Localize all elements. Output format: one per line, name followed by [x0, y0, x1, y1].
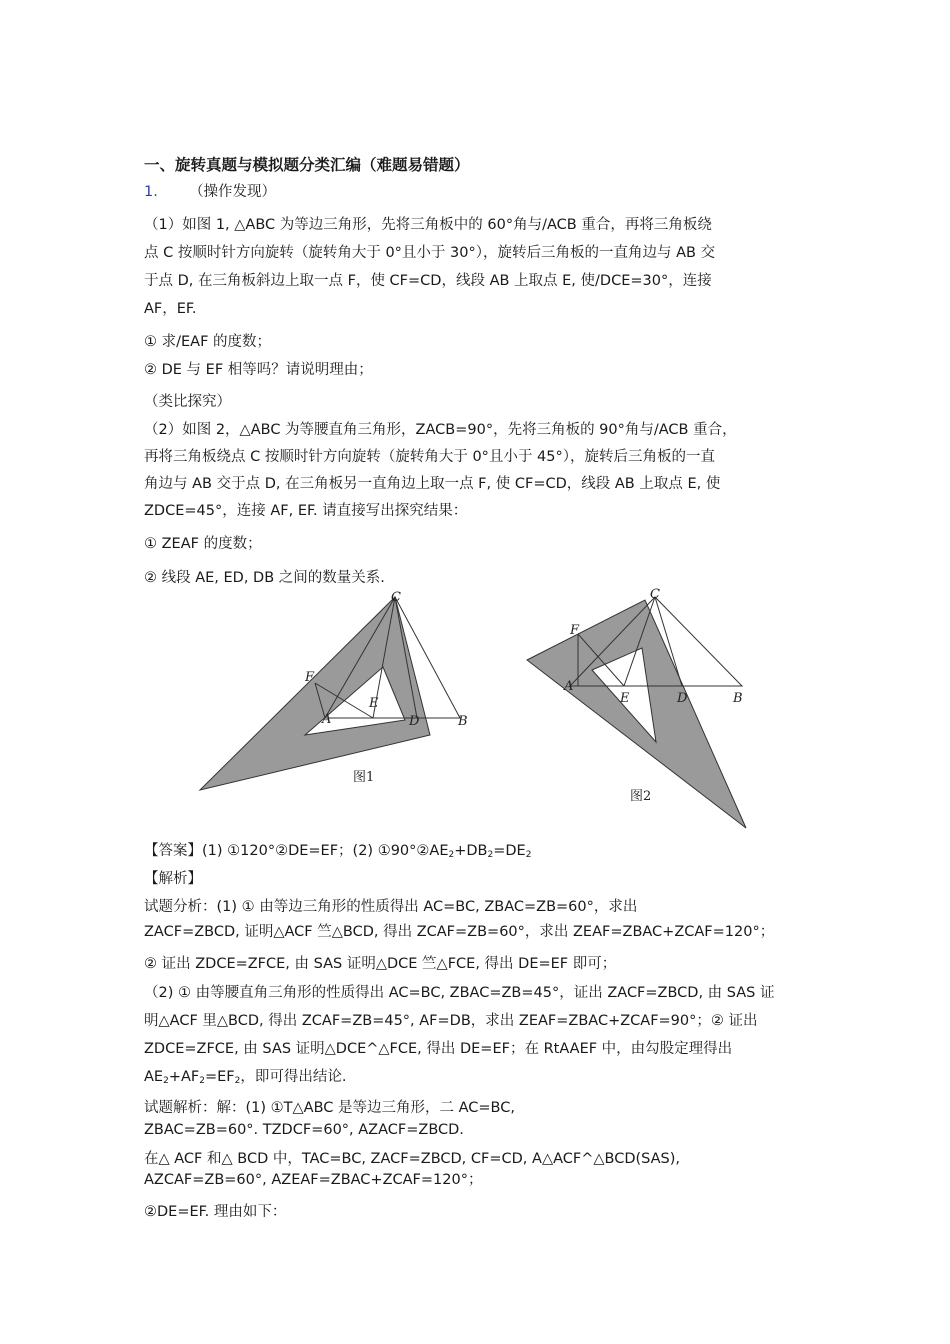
fig2-label-b: B	[733, 691, 743, 706]
q1-item: ① 求/EAF 的度数；	[144, 334, 272, 350]
fig1-label-c: C	[391, 590, 401, 605]
p2-line: ZDCE=45°，连接 AF, EF. 请直接写出探究结果：	[144, 503, 468, 519]
fig2-label-d: D	[677, 691, 688, 706]
question-intro: （操作发现）	[189, 184, 277, 200]
p1-line: AF，EF.	[144, 301, 197, 317]
analysis-line: ② 证出 ZDCE=ZFCE, 由 SAS 证明△DCE 竺△FCE, 得出 DE=EF 即可；	[144, 956, 617, 972]
analysis-title: 【解析】	[144, 871, 202, 887]
p1-line: 于点 D, 在三角板斜边上取一点 F，使 CF=CD，线段 AB 上取点 E, 使/DCE=30°，连接	[144, 273, 712, 289]
fig2-label-f: F	[570, 623, 580, 638]
solution-line: 试题解析：解：(1) ①T△ABC 是等边三角形，二 AC=BC,	[144, 1100, 515, 1116]
q1-item: ② DE 与 EF 相等吗？请说明理由；	[144, 362, 373, 378]
fig1-label-a: A	[322, 712, 332, 727]
q2-item: ② 线段 AE, ED, DB 之间的数量关系.	[144, 570, 385, 586]
analysis-line: 明△ACF 里△BCD, 得出 ZCAF=ZB=45°, AF=DB，求出 ZEAF=ZBAC+ZCAF=90°；② 证出	[144, 1013, 758, 1029]
analysis-line: ZDCE=ZFCE, 由 SAS 证明△DCE^△FCE, 得出 DE=EF；在 RtAAEF 中，由勾股定理得出	[144, 1041, 733, 1057]
analysis-line: 试题分析：(1) ① 由等边三角形的性质得出 AC=BC, ZBAC=ZB=60°，求出	[144, 899, 638, 915]
p2-line: 再将三角板绕点 C 按顺时针方向旋转（旋转角大于 0°且小于 45°），旋转后三角板的一直	[144, 449, 715, 465]
answer-line: 【答案】(1) ①120°②DE=EF；(2) $①90^\circ ②AE_2+DB_2=DE_2$	[144, 843, 532, 860]
q2-item: ① ZEAF 的度数；	[144, 536, 262, 552]
fig1-label-d: D	[409, 714, 420, 729]
fig1-caption: 图1	[353, 770, 375, 785]
analysis-line: ZACF=ZBCD, 证明△ACF 竺△BCD, 得出 ZCAF=ZB=60°，求出 ZEAF=ZBAC+ZCAF=120°；	[144, 924, 775, 940]
p2-line: 角边与 AB 交于点 D, 在三角板另一直角边上取一点 F, 使 CF=CD，线段 AB 上取点 E, 使	[144, 476, 721, 492]
analysis-line: （2) ① 由等腰直角三角形的性质得出 AC=BC, ZBAC=ZB=45°，证出 ZACF=ZBCD, 由 SAS 证	[144, 985, 775, 1001]
figure-2	[520, 582, 755, 832]
figure-1	[195, 585, 485, 800]
fig2-label-c: C	[650, 587, 660, 602]
fig2-label-a: A	[564, 679, 574, 694]
fig1-triangle-board	[200, 597, 430, 790]
question-header	[144, 183, 276, 201]
fig2-label-e: E	[620, 691, 630, 706]
p1-line: 点 C 按顺时针方向旋转（旋转角大于 0°且小于 30°），旋转后三角板的一直角边与 AB 交	[144, 245, 716, 261]
p1-line: （1）如图 1, △ABC 为等边三角形，先将三角板中的 60°角与/ACB 重合，再将三角板绕	[144, 217, 712, 233]
p2-line: （2）如图 2，△ABC 为等腰直角三角形，ZACB=90°，先将三角板的 90°角与/ACB 重合，	[144, 422, 737, 438]
solution-line: AZCAF=ZB=60°, AZEAF=ZBAC+ZCAF=120°；	[144, 1172, 483, 1188]
fig1-label-e: E	[369, 696, 379, 711]
fig2-caption: 图2	[630, 789, 652, 804]
solution-line: ②DE=EF. 理由如下：	[144, 1204, 287, 1220]
section-heading: 一、旋转真题与模拟题分类汇编（难题易错题）	[144, 156, 470, 174]
solution-line: 在△ ACF 和△ BCD 中，TAC=BC, ZACF=ZBCD, CF=CD, A△ACF^△BCD(SAS),	[144, 1151, 681, 1167]
analogy-label: （类比探究）	[144, 394, 231, 410]
question-number: 1.	[144, 184, 158, 200]
fig1-label-b: B	[458, 714, 468, 729]
fig1-label-f: F	[305, 670, 315, 685]
solution-line: ZBAC=ZB=60°. TZDCF=60°, AZACF=ZBCD.	[144, 1122, 464, 1138]
analysis-last-line: $AE_2+AF_2=EF_2$，即可得出结论.	[144, 1069, 347, 1086]
